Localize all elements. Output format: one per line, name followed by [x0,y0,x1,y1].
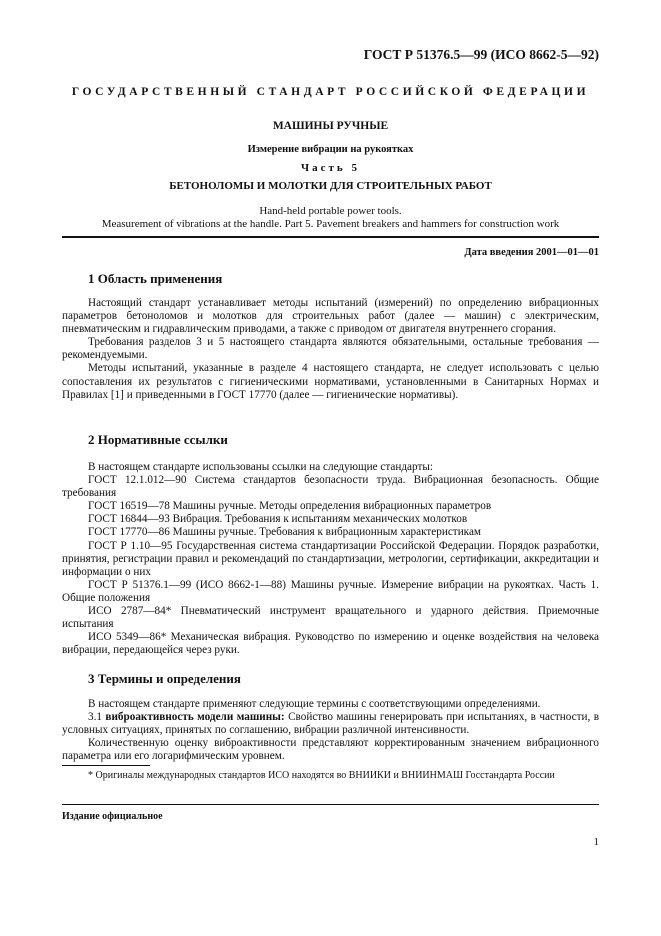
reference-item: ИСО 2787—84* Пневматический инструмент вращательного и ударного действия. Приемочные испытания [62,605,599,631]
reference-item: ГОСТ 16519—78 Машины ручные. Методы определения вибрационных параметров [88,500,492,513]
reference-item: ИСО 5349—86* Механическая вибрация. Руководство по измерению и оценке воздействия на человека вибрации, передающейся через руки. [62,631,599,657]
section-1-paragraph-3: Методы испытаний, указанные в разделе 4 настоящего стандарта, не следует использовать с целью сопоставления их результатов с гигиеническими нормативами, установленными в Санитарных Нормах и Правилах [1] и приведенными в ГОСТ 17770 (далее — гигиенические нормативы). [62,362,599,401]
reference-item: ГОСТ 12.1.012—90 Система стандартов безопасности труда. Вибрационная безопасность. Общие требования [62,474,599,500]
introduction-date: Дата введения 2001—01—01 [464,247,599,258]
english-title [62,205,599,231]
section-3-intro: В настоящем стандарте применяют следующие термины с соответствующими определениями. [88,698,541,710]
section-1-paragraph-1: Настоящий стандарт устанавливает методы испытаний (измерений) по определению вибрационных параметров бетоноломов и молотков для строительных работ (далее — машин) с электрическим, пневматическим и гидравлическим приводами, а также с приводом от двигателя внутреннего сгорания. [62,297,599,336]
reference-item: ГОСТ Р 1.10—95 Государственная система стандартизации Российской Федерации. Порядок разработки, принятия, регистрации правил и рекомендаций по стандартизации, метрологии, сертификации, аккредитации и информации о них [62,539,599,578]
standard-code: ГОСТ Р 51376.5—99 (ИСО 8662-5—92) [363,47,599,62]
footnote: * Оригиналы международных стандартов ИСО находятся во ВНИИКИ и ВНИИНМАШ Госстандарта России [88,770,555,781]
title-line-1: МАШИНЫ РУЧНЫЕ [272,120,389,132]
definition-term: виброактивность модели машины: [105,711,285,724]
edition-divider [62,804,599,805]
reference-item: ГОСТ Р 51376.1—99 (ИСО 8662-1—88) Машины ручные. Измерение вибрации на рукоятках. Часть 1. Общие положения [62,578,599,604]
title-part: Часть 5 [301,162,360,174]
section-1-paragraph-2: Требования разделов 3 и 5 настоящего стандарта являются обязательными, остальные требования — рекомендуемыми. [62,336,599,362]
section-3-body [62,698,599,763]
section-2-heading: 2 Нормативные ссылки [88,432,228,447]
page-number: 1 [593,836,599,848]
section-3-paragraph-2: Количественную оценку виброактивности представляют корректированным значением вибрационного параметра или его логарифмическим уровнем. [62,737,599,763]
section-1-heading: 1 Область применения [88,271,223,286]
reference-item: ГОСТ 16844—93 Вибрация. Требования к испытаниям механических молотков [88,513,468,526]
section-2-body [62,461,599,657]
definition-text: Свойство машины генерировать при испытаниях, в частности, в условных ситуациях, принятых по соглашению, вибрации различной интенсивности. [62,711,600,737]
section-2-intro: В настоящем стандарте использованы ссылки на следующие стандарты: [88,461,433,473]
english-title-line-1: Hand-held portable power tools. [259,205,402,217]
section-1-body [62,297,599,402]
state-standard-banner: ГОСУДАРСТВЕННЫЙ СТАНДАРТ РОССИЙСКОЙ ФЕДЕРАЦИИ [71,86,590,98]
title-divider [62,236,599,238]
footnote-divider [62,765,150,766]
definition-number: 3.1 [88,711,102,724]
english-title-line-2: Measurement of vibrations at the handle. Part 5. Pavement breakers and hammers for construction work [101,218,560,230]
definition-3-1 [62,711,599,737]
section-3-heading: 3 Термины и определения [88,671,241,686]
edition-label: Издание официальное [62,811,163,822]
title-line-4: БЕТОНОЛОМЫ И МОЛОТКИ ДЛЯ СТРОИТЕЛЬНЫХ РАБОТ [169,180,492,192]
title-line-2: Измерение вибрации на рукоятках [247,144,414,155]
reference-item: ГОСТ 17770—86 Машины ручные. Требования к вибрационным характеристикам [88,526,481,539]
